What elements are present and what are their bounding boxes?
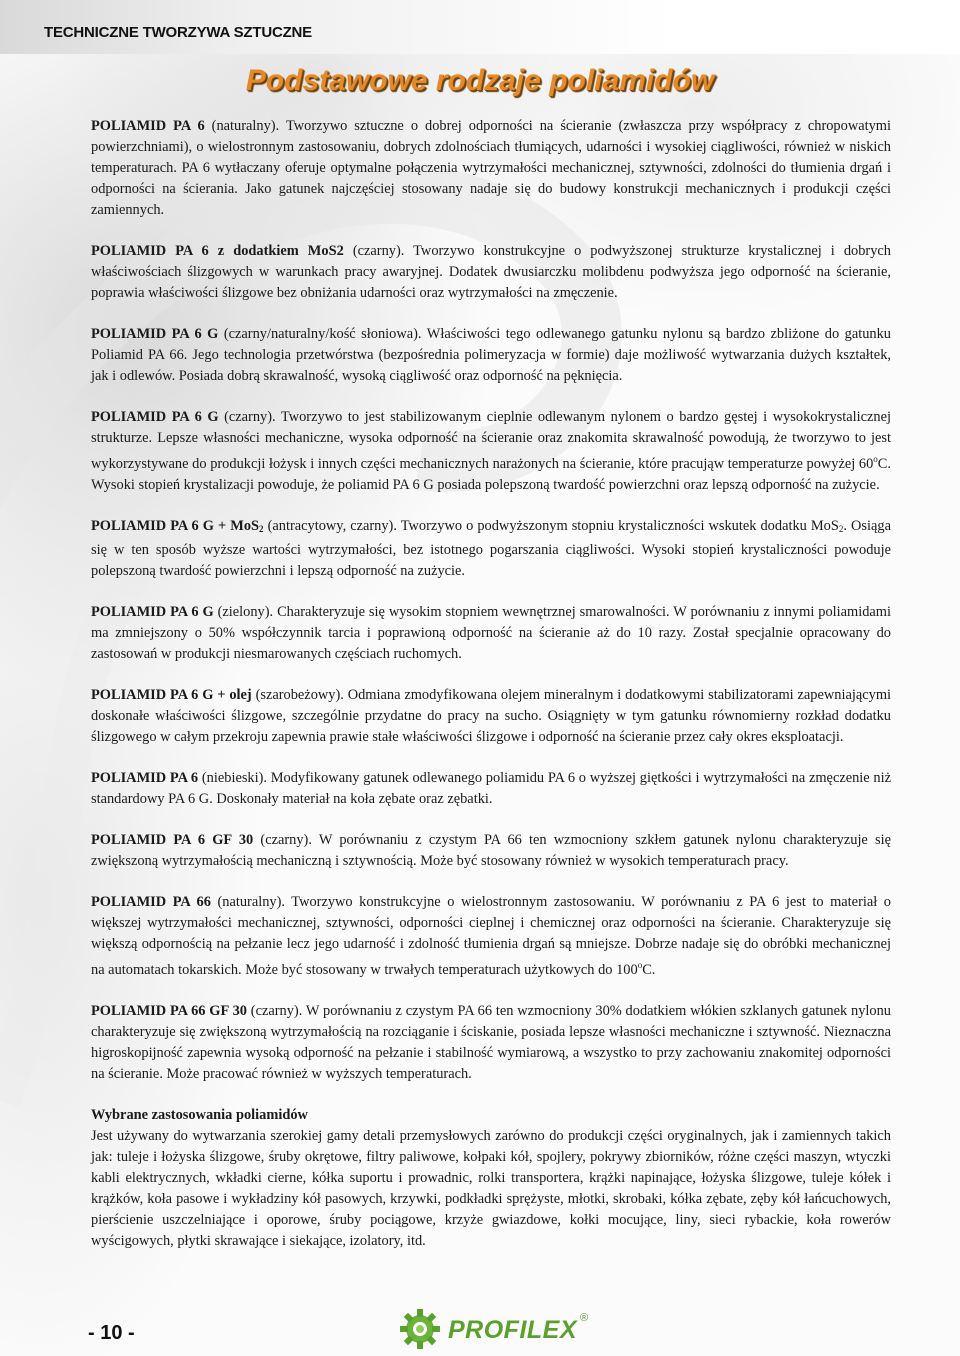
grade-description-end: C. (642, 962, 656, 978)
grade-description: (niebieski). Modyfikowany gatunek odlewanego poliamidu PA 6 o wyższej giętkości i wytrzymałości na zmęczenie niż standardowy PA 6 G. Doskonały materiał na koła zębate oraz zębatki. (91, 770, 891, 807)
paragraph-pa6g-mos2 (91, 516, 891, 582)
subscript: 2 (838, 524, 844, 534)
grade-description: (szarobeżowy). Odmiana zmodyfikowana olejem mineralnym i dodatkowymi stabilizatorami zapewniającymi doskonałe właściwości ślizgowe, szczególnie przydatne do pracy na sucho. Osiągnięty w tym gatunku równomierny rozkład dodatku ślizgowego w całym przekroju zapewnia prawie stałe właściwości ślizgowe i odporność na ścieranie przez cały okres eksploatacji. (91, 687, 892, 745)
grade-description-end: C. Wysoki stopień krystalizacji powoduje, że poliamid PA 6 G posiada polepszoną twardość powierzchni oraz lepszą odporność na zużycie. (91, 456, 891, 493)
grade-name: POLIAMID PA 6 G + olej (91, 687, 252, 703)
paragraph-pa6g-cast (91, 324, 891, 387)
paragraph-pa6g-black (91, 407, 891, 496)
grade-name: POLIAMID PA 6 GF 30 (91, 832, 254, 848)
grade-name: POLIAMID PA 6 (91, 770, 199, 786)
grade-description-end: . Osiąga się w ten sposób wyższe wartości wytrzymałości, bez istotnego pogarszania ciągliwości. Wysoki stopień krystaliczności powoduje polepszoną twardość powierzchni i lepszą odporność na zużycie. (91, 518, 891, 579)
gear-icon (398, 1308, 446, 1350)
main-content (91, 116, 891, 1272)
profilex-logo (398, 1308, 598, 1350)
paragraph-pa6g-green (91, 602, 891, 665)
registered-mark: ® (580, 1312, 589, 1324)
grade-description: (czarny). Tworzywo to jest stabilizowanym cieplnie odlewanym nylonem o bardzo gęstej i wysokokrystalicznej strukturze. Lepsze własności mechaniczne, wysoka odporność na ścieranie oraz znakomita skrawalność powodują, że tworzywo to jest wykorzystywane do produkcji łożysk i innych części mechanicznych narażonych na ścieranie, które pracująw temperaturze powyżej 60 (91, 409, 891, 472)
grade-name: POLIAMID PA 6 G (91, 326, 219, 342)
grade-description: (czarny). W porównaniu z czystym PA 66 ten wzmocniony szkłem gatunek nylonu charakteryzuje się zwiększoną wytrzymałością mechaniczną i sztywnością. Może być stosowany również w wysokich temperaturach pracy. (91, 832, 891, 869)
applications-body: Jest używany do wytwarzania szerokiej gamy detali przemysłowych zarówno do produkcji części oryginalnych, jak i zamiennych takich jak: tuleje i łożyska ślizgowe, śruby okrętowe, filtry paliwowe, kołpaki kół, spojlery, pokrywy zbiorników, różne części maszyn, wtyczki kabli elektrycznych, wkładki cierne, kółka suportu i prowadnic, rolki transportera, krążki napinające, łożyska ślizgowe, tuleje kółek i krążków, koła pasowe i wykładziny kół pasowych, krzywki, podkładki sprężyste, młotki, skrobaki, kółka zębate, zęby kół łańcuchowych, pierścienie uszczelniające i oporowe, śruby pociągowe, krzyże gwiazdowe, kołki mocujące, liny, sieci rybackie, koła rowerów wyścigowych, płytki skrawające i siekające, izolatory, itd. (91, 1128, 891, 1249)
paragraph-pa6-natural (91, 116, 891, 221)
degree-mark: o (637, 960, 643, 970)
grade-description: (zielony). Charakteryzuje się wysokim stopniem wewnętrznej smarowalności. W porównaniu z innymi poliamidami ma zmniejszony o 50% współczynnik tarcia i poprawioną odporność na ścieranie aż do 10 razy. Został specjalnie opracowany do zastosowań w produkcji niesmarowanych częściach ruchomych. (91, 604, 891, 662)
grade-description: (czarny). Tworzywo konstrukcyjne o podwyższonej strukturze krystalicznej i dobrych właściwościach ślizgowych w warunkach pracy awaryjnej. Dodatek dwusiarczku molibdenu podwyższa jego odporność na ścieranie, poprawia właściwości ślizgowe bez obniżania udarności oraz wytrzymałości na zmęczenie. (91, 243, 892, 301)
grade-description: (czarny/naturalny/kość słoniowa). Właściwości tego odlewanego gatunku nylonu są bardzo zbliżone do gatunku Poliamid PA 66. Jego technologia przetwórstwa (bezpośrednia polimeryzacja w formie) daje możliwość wytwarzania dużych kształtek, jak i odlewów. Posiada dobrą skrawalność, wysoką ciągliwość oraz odporność na pęknięcia. (91, 326, 891, 384)
paragraph-pa66-gf30 (91, 1001, 891, 1085)
grade-name: POLIAMID PA 6 z dodatkiem MoS2 (91, 243, 344, 259)
paragraph-pa6-mos2 (91, 241, 891, 304)
grade-description: (naturalny). Tworzywo konstrukcyjne o wielostronnym zastosowaniu. W porównaniu z PA 6 jest to materiał o większej wytrzymałości mechanicznej, sztywności, odporności cieplnej i chemicznej oraz odporności na ścieranie. Charakteryzuje się większą odpornością na pełzanie lecz jego udarność i zdolność tłumienia drgań są mniejsze. Dobrze nadaje się do obróbki mechanicznej na automatach tokarskich. Może być stosowany w trwałych temperaturach użytkowych do 100 (91, 894, 891, 978)
grade-description: (czarny). W porównaniu z czystym PA 66 ten wzmocniony 30% dodatkiem włókien szklanych gatunek nylonu charakteryzuje się zwiększoną wytrzymałością na rozciąganie i ściskanie, posiada lepsze własności mechaniczne i sztywność. Nieznaczna higroskopijność zapewnia wysoką odporność na pełzanie i stabilność wymiarową, a wszystko to przy zachowaniu znakomitej odporności na ścieranie. Może pracować również w wyższych temperaturach. (91, 1003, 891, 1082)
applications-heading: Wybrane zastosowania poliamidów (91, 1107, 308, 1123)
grade-name: POLIAMID PA 66 GF 30 (91, 1003, 247, 1019)
grade-name: POLIAMID PA 6 G + MoS (91, 518, 260, 534)
paragraph-pa6-gf30 (91, 830, 891, 872)
grade-name: POLIAMID PA 66 (91, 894, 211, 910)
page-title: Podstawowe rodzaje poliamidów (245, 64, 715, 97)
grade-name: POLIAMID PA 6 G (91, 604, 214, 620)
grade-description: (naturalny). Tworzywo sztuczne o dobrej odporności na ścieranie (zwłaszcza przy współpracy z chropowatymi powierzchniami), o wielostronnym zastosowaniu, dobrych zdolnościach tłumiących, udarności i wysokiej ciągliwości, również w niskich temperaturach. PA 6 wytłaczany oferuje optymalne połączenia wytrzymałości mechanicznej, sztywności, zdolności do tłumienia drgań i odporności na ścierania. Jako gatunek najczęściej stosowany nadaje się do budowy konstrukcji mechanicznych i produkcji części zamiennych. (91, 118, 891, 218)
page-number: - 10 - (88, 1322, 135, 1344)
paragraph-pa6g-oil (91, 685, 891, 748)
subscript: 2 (259, 524, 264, 534)
grade-description: (antracytowy, czarny). Tworzywo o podwyższonym stopniu krystaliczności wskutek dodatku MoS (263, 518, 839, 534)
degree-mark: o (873, 454, 878, 464)
paragraph-pa6-blue (91, 768, 891, 810)
grade-name: POLIAMID PA 6 (91, 118, 205, 134)
paragraph-pa66 (91, 892, 891, 981)
logo-text: PROFILEX (448, 1316, 578, 1344)
grade-name: POLIAMID PA 6 G (91, 409, 219, 425)
section-label: TECHNICZNE TWORZYWA SZTUCZNE (44, 24, 312, 41)
